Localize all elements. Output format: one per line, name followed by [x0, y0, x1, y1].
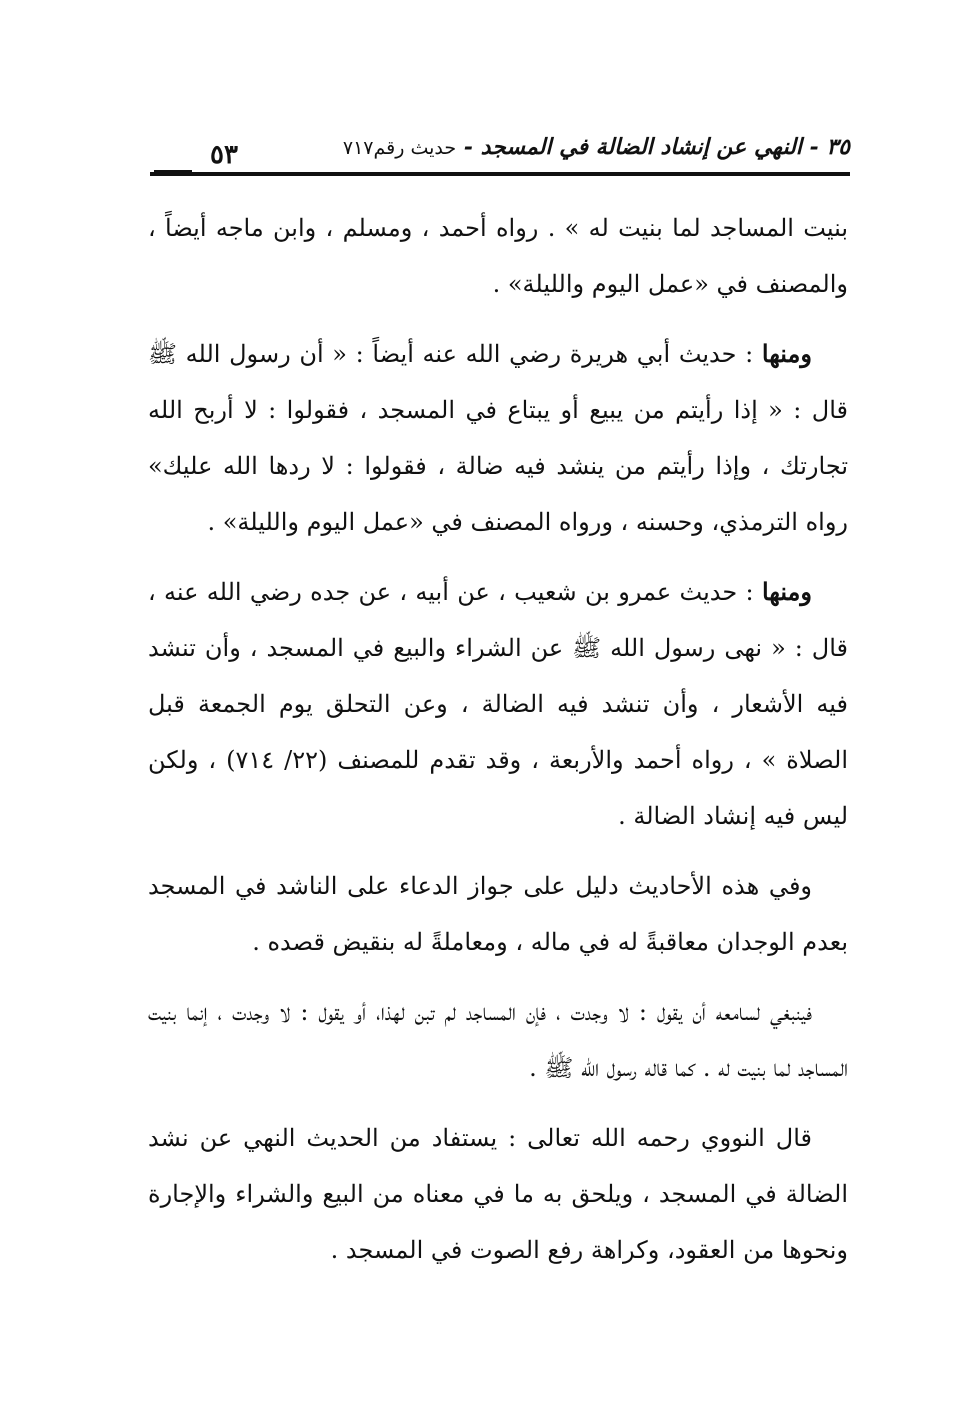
- hadith-reference: حديث رقم٧١٧: [342, 137, 457, 159]
- paragraph: [148, 326, 848, 550]
- chapter-title: ٣٥ - النهي عن إنشاد الضالة في المسجد: [480, 134, 850, 160]
- page-number-dash: [154, 170, 192, 175]
- paragraph-lead: ومنها: [761, 577, 812, 606]
- header-separator: -: [456, 134, 481, 160]
- paragraph-text: : حديث عمرو بن شعيب ، عن أبيه ، عن جده رضي الله عنه ، قال : « نهى رسول الله ﷺ عن الشراء والبيع في المسجد ، وأن تنشد فيه الأشعار ، وأن تنشد فيه الضالة ، وعن التحلق يوم الجمعة قبل الصلاة » ، رواه أحمد والأربعة ، وقد تقدم للمصنف (٢٢/ ٧١٤) ، ولكن ليس فيه إنشاد الضالة .: [148, 578, 848, 830]
- paragraph: [148, 200, 848, 312]
- page-header: [150, 126, 850, 182]
- running-header: [343, 134, 850, 160]
- paragraph-text: قال النووي رحمه الله تعالى : يستفاد من الحديث النهي عن نشد الضالة في المسجد ، ويلحق به ما في معناه من البيع والشراء والإجارة ونحوها من العقود، وكراهة رفع الصوت في المسجد .: [148, 1124, 848, 1264]
- paragraph: [148, 1110, 848, 1278]
- paragraph-text: فينبغي لسامعه أن يقول : لا وجدت ، فإن المساجد لم تبن لهذا، أو يقول : لا وجدت ، إنما بنيت المساجد لما بنيت له . كما قاله رسول الله ﷺ .: [148, 998, 848, 1082]
- paragraph-lead: ومنها: [761, 339, 812, 368]
- paragraph-text: بنيت المساجد لما بنيت له » . رواه أحمد ، ومسلم ، وابن ماجه أيضاً ، والمصنف في «عمل اليوم والليلة» .: [148, 214, 848, 298]
- paragraph-text: : حديث أبي هريرة رضي الله عنه أيضاً : « أن رسول الله ﷺ قال : « إذا رأيتم من يبيع أو يبتاع في المسجد ، فقولوا : لا أربح الله تجارتك ، وإذا رأيتم من ينشد فيه ضالة ، فقولوا : لا ردها الله عليك» رواه الترمذي، وحسنه ، ورواه المصنف في «عمل اليوم والليلة» .: [148, 340, 849, 536]
- paragraph: [148, 564, 848, 844]
- paragraph-text: وفي هذه الأحاديث دليل على جواز الدعاء على الناشد في المسجد بعدم الوجدان معاقبةً له في ماله ، ومعاملةً له بنقيض قصده .: [148, 872, 848, 956]
- paragraph: [148, 984, 848, 1096]
- page-number: ٥٣: [210, 140, 238, 170]
- body-text: [148, 200, 848, 1292]
- paragraph: [148, 858, 848, 970]
- header-rule: [150, 172, 850, 176]
